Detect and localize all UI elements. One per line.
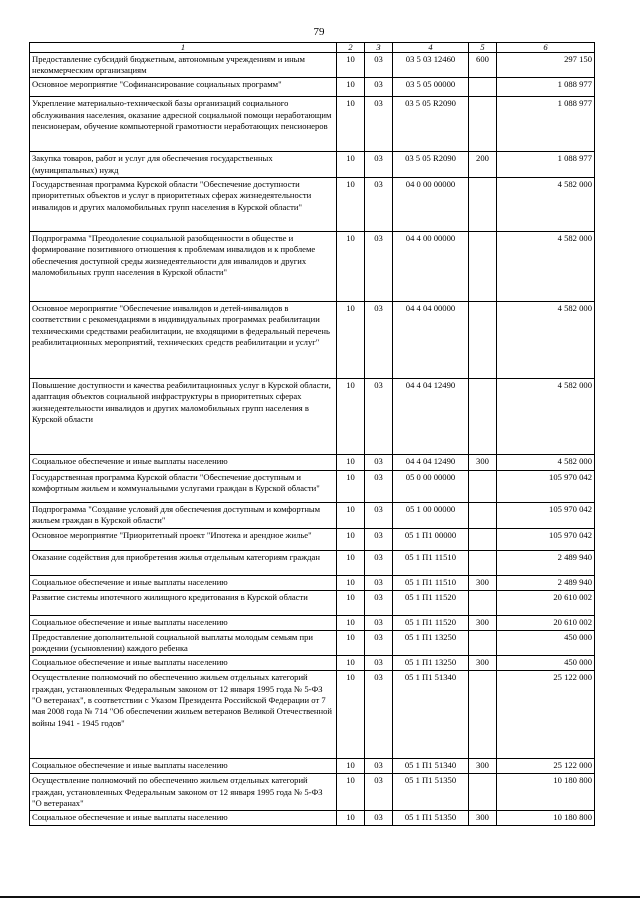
cell-csr: 05 1 П1 13250 (393, 630, 469, 656)
cell-rz: 10 (337, 470, 365, 502)
cell-pr: 03 (365, 656, 393, 671)
cell-vr (469, 177, 497, 231)
cell-vr: 300 (469, 454, 497, 470)
cell-sum: 20 610 002 (497, 590, 595, 615)
page-number: 79 (313, 26, 325, 38)
cell-vr: 300 (469, 811, 497, 826)
cell-csr: 05 1 П1 00000 (393, 528, 469, 550)
table-row (30, 575, 595, 590)
cell-rz: 10 (337, 811, 365, 826)
cell-vr (469, 378, 497, 454)
cell-rz: 10 (337, 301, 365, 378)
cell-csr: 05 1 П1 11510 (393, 575, 469, 590)
cell-vr (469, 671, 497, 759)
cell-name: Закупка товаров, работ и услуг для обеспечения государственных (муниципальных) нужд (30, 152, 337, 178)
cell-rz: 10 (337, 152, 365, 178)
cell-pr: 03 (365, 630, 393, 656)
cell-sum: 1 088 977 (497, 152, 595, 178)
cell-name: Государственная программа Курской области "Обеспечение доступности приоритетных объектов и услуг в приоритетных сферах жизнедеятельности инвалидов и других маломобильных групп населения в Курской области" (30, 177, 337, 231)
cell-pr: 03 (365, 528, 393, 550)
cell-vr: 600 (469, 52, 497, 78)
cell-rz: 10 (337, 97, 365, 152)
cell-rz: 10 (337, 231, 365, 301)
cell-sum: 105 970 042 (497, 502, 595, 528)
cell-pr: 03 (365, 550, 393, 575)
cell-sum: 2 489 940 (497, 575, 595, 590)
cell-rz: 10 (337, 502, 365, 528)
cell-name: Развитие системы ипотечного жилищного кредитования в Курской области (30, 590, 337, 615)
cell-pr: 03 (365, 615, 393, 630)
column-header-section: 2 (337, 43, 365, 53)
cell-name: Основное мероприятие "Софинансирование социальных программ" (30, 78, 337, 97)
table-row (30, 52, 595, 78)
cell-rz: 10 (337, 378, 365, 454)
cell-vr: 300 (469, 575, 497, 590)
cell-rz: 10 (337, 575, 365, 590)
cell-name: Осуществление полномочий по обеспечению жильем отдельных категорий граждан, установленных Федеральным законом от 12 января 1995 года № 5-ФЗ "О ветеранах", в соответствии с Указом Президента Российской Федерации от 7 мая 2008 года № 714 "Об обеспечении жильем ветеранов Великой Отечественной войны 1941 - 1945 годов" (30, 671, 337, 759)
cell-sum: 297 150 (497, 52, 595, 78)
cell-name: Подпрограмма "Создание условий для обеспечения доступным и комфортным жильем граждан в Курской области" (30, 502, 337, 528)
cell-name: Повышение доступности и качества реабилитационных услуг в Курской области, адаптация объектов социальной инфраструктуры в приоритетных сферах жизнедеятельности инвалидов и других маломобильных групп населения в Курской области (30, 378, 337, 454)
cell-name: Социальное обеспечение и иные выплаты населению (30, 615, 337, 630)
table-row (30, 528, 595, 550)
cell-vr: 200 (469, 152, 497, 178)
cell-vr (469, 231, 497, 301)
cell-rz: 10 (337, 528, 365, 550)
cell-rz: 10 (337, 454, 365, 470)
cell-vr (469, 528, 497, 550)
table-header-row (30, 43, 595, 53)
cell-rz: 10 (337, 52, 365, 78)
page-bottom-rule (0, 896, 640, 898)
table-row (30, 656, 595, 671)
cell-name: Осуществление полномочий по обеспечению жильем отдельных категорий граждан, установленных Федеральным законом от 12 января 1995 года № 5-ФЗ "О ветеранах" (30, 774, 337, 811)
cell-csr: 04 4 04 12490 (393, 454, 469, 470)
cell-pr: 03 (365, 78, 393, 97)
cell-name: Государственная программа Курской области "Обеспечение доступным и комфортным жильем и коммунальными услугами граждан в Курской области" (30, 470, 337, 502)
column-header-subsection: 3 (365, 43, 393, 53)
cell-sum: 4 582 000 (497, 378, 595, 454)
cell-sum: 25 122 000 (497, 759, 595, 774)
cell-pr: 03 (365, 575, 393, 590)
cell-rz: 10 (337, 550, 365, 575)
cell-csr: 05 1 П1 11520 (393, 590, 469, 615)
cell-vr (469, 550, 497, 575)
cell-vr: 300 (469, 759, 497, 774)
cell-csr: 05 1 П1 11510 (393, 550, 469, 575)
cell-csr: 04 4 00 00000 (393, 231, 469, 301)
column-header-amount: 6 (497, 43, 595, 53)
table-row (30, 301, 595, 378)
cell-csr: 05 1 П1 51340 (393, 671, 469, 759)
cell-rz: 10 (337, 630, 365, 656)
cell-name: Социальное обеспечение и иные выплаты населению (30, 575, 337, 590)
cell-name: Социальное обеспечение и иные выплаты населению (30, 656, 337, 671)
cell-vr (469, 78, 497, 97)
column-header-name: 1 (30, 43, 337, 53)
cell-pr: 03 (365, 378, 393, 454)
cell-rz: 10 (337, 177, 365, 231)
table-row (30, 378, 595, 454)
table-row (30, 759, 595, 774)
cell-pr: 03 (365, 470, 393, 502)
cell-name: Предоставление дополнительной социальной выплаты молодым семьям при рождении (усыновлении) каждого ребенка (30, 630, 337, 656)
cell-name: Оказание содействия для приобретения жилья отдельным категориям граждан (30, 550, 337, 575)
cell-pr: 03 (365, 152, 393, 178)
cell-sum: 450 000 (497, 630, 595, 656)
cell-csr: 04 0 00 00000 (393, 177, 469, 231)
cell-csr: 03 5 05 R2090 (393, 97, 469, 152)
cell-sum: 2 489 940 (497, 550, 595, 575)
cell-sum: 4 582 000 (497, 231, 595, 301)
table-row (30, 615, 595, 630)
cell-sum: 4 582 000 (497, 177, 595, 231)
cell-pr: 03 (365, 671, 393, 759)
table-row (30, 454, 595, 470)
cell-vr (469, 301, 497, 378)
table-row (30, 550, 595, 575)
cell-rz: 10 (337, 759, 365, 774)
cell-csr: 05 1 П1 11520 (393, 615, 469, 630)
cell-csr: 05 0 00 00000 (393, 470, 469, 502)
cell-pr: 03 (365, 759, 393, 774)
cell-vr: 300 (469, 615, 497, 630)
cell-vr (469, 502, 497, 528)
cell-csr: 05 1 00 00000 (393, 502, 469, 528)
cell-name: Социальное обеспечение и иные выплаты населению (30, 454, 337, 470)
cell-csr: 05 1 П1 51340 (393, 759, 469, 774)
table-row (30, 671, 595, 759)
cell-sum: 105 970 042 (497, 528, 595, 550)
cell-name: Подпрограмма "Преодоление социальной разобщенности в обществе и формирование позитивного отношения к проблемам инвалидов и к проблеме обеспечения доступной среды жизнедеятельности для инвалидов и других маломобильных групп населения в Курской области" (30, 231, 337, 301)
cell-pr: 03 (365, 590, 393, 615)
cell-sum: 10 180 800 (497, 774, 595, 811)
cell-csr: 05 1 П1 13250 (393, 656, 469, 671)
cell-pr: 03 (365, 774, 393, 811)
cell-pr: 03 (365, 177, 393, 231)
cell-vr (469, 630, 497, 656)
cell-pr: 03 (365, 52, 393, 78)
cell-name: Социальное обеспечение и иные выплаты населению (30, 811, 337, 826)
cell-name: Основное мероприятие "Обеспечение инвалидов и детей-инвалидов в соответствии с рекомендациями в индивидуальных программах реабилитации техническими средствами реабилитации, не входящими в федеральный перечень реабилитационных мероприятий, технических средств реабилитации и услуг" (30, 301, 337, 378)
cell-vr (469, 470, 497, 502)
cell-rz: 10 (337, 656, 365, 671)
table-row (30, 97, 595, 152)
cell-sum: 1 088 977 (497, 78, 595, 97)
cell-sum: 4 582 000 (497, 301, 595, 378)
cell-sum: 20 610 002 (497, 615, 595, 630)
cell-pr: 03 (365, 811, 393, 826)
cell-rz: 10 (337, 671, 365, 759)
cell-name: Предоставление субсидий бюджетным, автономным учреждениям и иным некоммерческим организациям (30, 52, 337, 78)
budget-table (29, 42, 595, 826)
table-row (30, 152, 595, 178)
table-row (30, 502, 595, 528)
cell-rz: 10 (337, 774, 365, 811)
cell-csr: 04 4 04 00000 (393, 301, 469, 378)
cell-pr: 03 (365, 454, 393, 470)
cell-csr: 05 1 П1 51350 (393, 811, 469, 826)
table-row (30, 590, 595, 615)
column-header-expense-type: 5 (469, 43, 497, 53)
cell-name: Укрепление материально-технической базы организаций социального обслуживания населения, оказание адресной социальной помощи неработающим пенсионерам, обучение компьютерной грамотности неработающих пенсионеров (30, 97, 337, 152)
cell-csr: 03 5 03 12460 (393, 52, 469, 78)
column-header-target-code: 4 (393, 43, 469, 53)
table-row (30, 177, 595, 231)
table-row (30, 78, 595, 97)
cell-pr: 03 (365, 97, 393, 152)
cell-name: Основное мероприятие "Приоритетный проект "Ипотека и арендное жилье" (30, 528, 337, 550)
cell-csr: 03 5 05 R2090 (393, 152, 469, 178)
cell-rz: 10 (337, 590, 365, 615)
cell-sum: 25 122 000 (497, 671, 595, 759)
cell-pr: 03 (365, 231, 393, 301)
cell-csr: 03 5 05 00000 (393, 78, 469, 97)
cell-vr (469, 590, 497, 615)
cell-sum: 1 088 977 (497, 97, 595, 152)
table-row (30, 231, 595, 301)
cell-rz: 10 (337, 615, 365, 630)
cell-csr: 05 1 П1 51350 (393, 774, 469, 811)
cell-vr: 300 (469, 656, 497, 671)
table-row (30, 774, 595, 811)
cell-vr (469, 774, 497, 811)
table-row (30, 470, 595, 502)
table-row (30, 630, 595, 656)
cell-pr: 03 (365, 301, 393, 378)
cell-name: Социальное обеспечение и иные выплаты населению (30, 759, 337, 774)
cell-pr: 03 (365, 502, 393, 528)
table-row (30, 811, 595, 826)
cell-vr (469, 97, 497, 152)
cell-rz: 10 (337, 78, 365, 97)
cell-sum: 4 582 000 (497, 454, 595, 470)
cell-sum: 105 970 042 (497, 470, 595, 502)
cell-csr: 04 4 04 12490 (393, 378, 469, 454)
cell-sum: 450 000 (497, 656, 595, 671)
cell-sum: 10 180 800 (497, 811, 595, 826)
